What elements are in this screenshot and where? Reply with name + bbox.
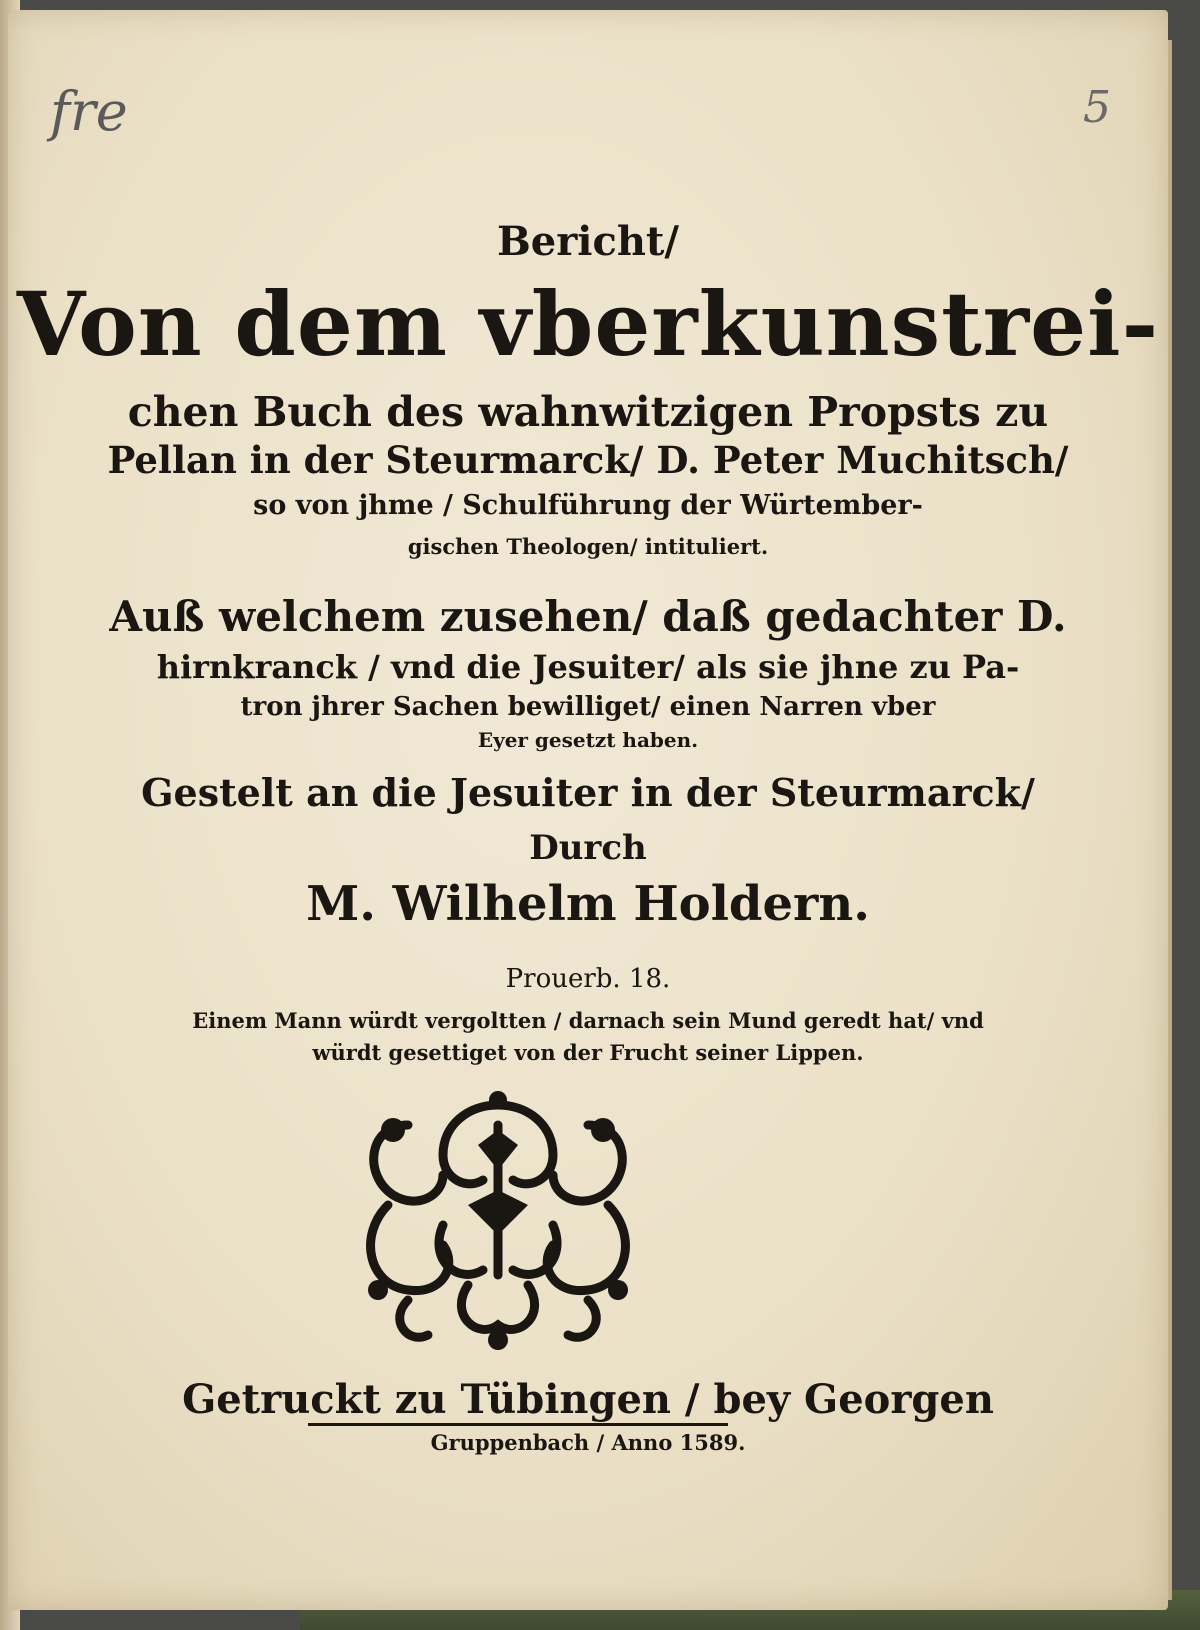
imprint-rule	[308, 1423, 728, 1426]
dedication-durch: Durch	[529, 828, 647, 868]
title-line-6: gischen Theologen/ intituliert.	[407, 534, 769, 559]
title-line-3: chen Buch des wahnwitzigen Propsts zu	[127, 388, 1049, 436]
subtitle-line-4: Eyer gesetzt haben.	[477, 728, 699, 752]
subtitle-line-3: tron jhrer Sachen bewilliget/ einen Narren vber	[240, 692, 936, 722]
title-line-4: Pellan in der Steurmarck/ D. Peter Muchitsch/	[107, 438, 1069, 482]
author-name: M. Wilhelm Holdern.	[306, 876, 870, 932]
printers-fleuron-ornament-icon	[348, 1085, 648, 1355]
motto-reference: Prouerb. 18.	[505, 964, 671, 994]
imprint-line-2: Gruppenbach / Anno 1589.	[430, 1430, 746, 1455]
dedication-line: Gestelt an die Jesuiter in der Steurmarck/	[141, 770, 1035, 815]
motto-line-1: Einem Mann würdt vergoltten / darnach sein Mund geredt hat/ vnd	[192, 1008, 984, 1033]
subtitle-line-1: Auß welchem zusehen/ daß gedachter D.	[109, 592, 1067, 641]
handwritten-note: fre	[50, 80, 128, 143]
folio-number: 5	[1083, 82, 1111, 133]
title-page	[8, 10, 1168, 1610]
subtitle-line-2: hirnkranck / vnd die Jesuiter/ als sie jhne zu Pa-	[156, 648, 1020, 686]
imprint-line-1: Getruckt zu Tübingen / bey Georgen	[182, 1376, 994, 1423]
title-line-1: Bericht/	[496, 218, 680, 265]
motto-line-2: würdt gesettiget von der Frucht seiner Lippen.	[312, 1040, 864, 1065]
title-line-2: Von dem vberkunstrei-	[16, 272, 1160, 376]
title-line-5: so von jhme / Schulführung der Würtember-	[253, 490, 923, 521]
